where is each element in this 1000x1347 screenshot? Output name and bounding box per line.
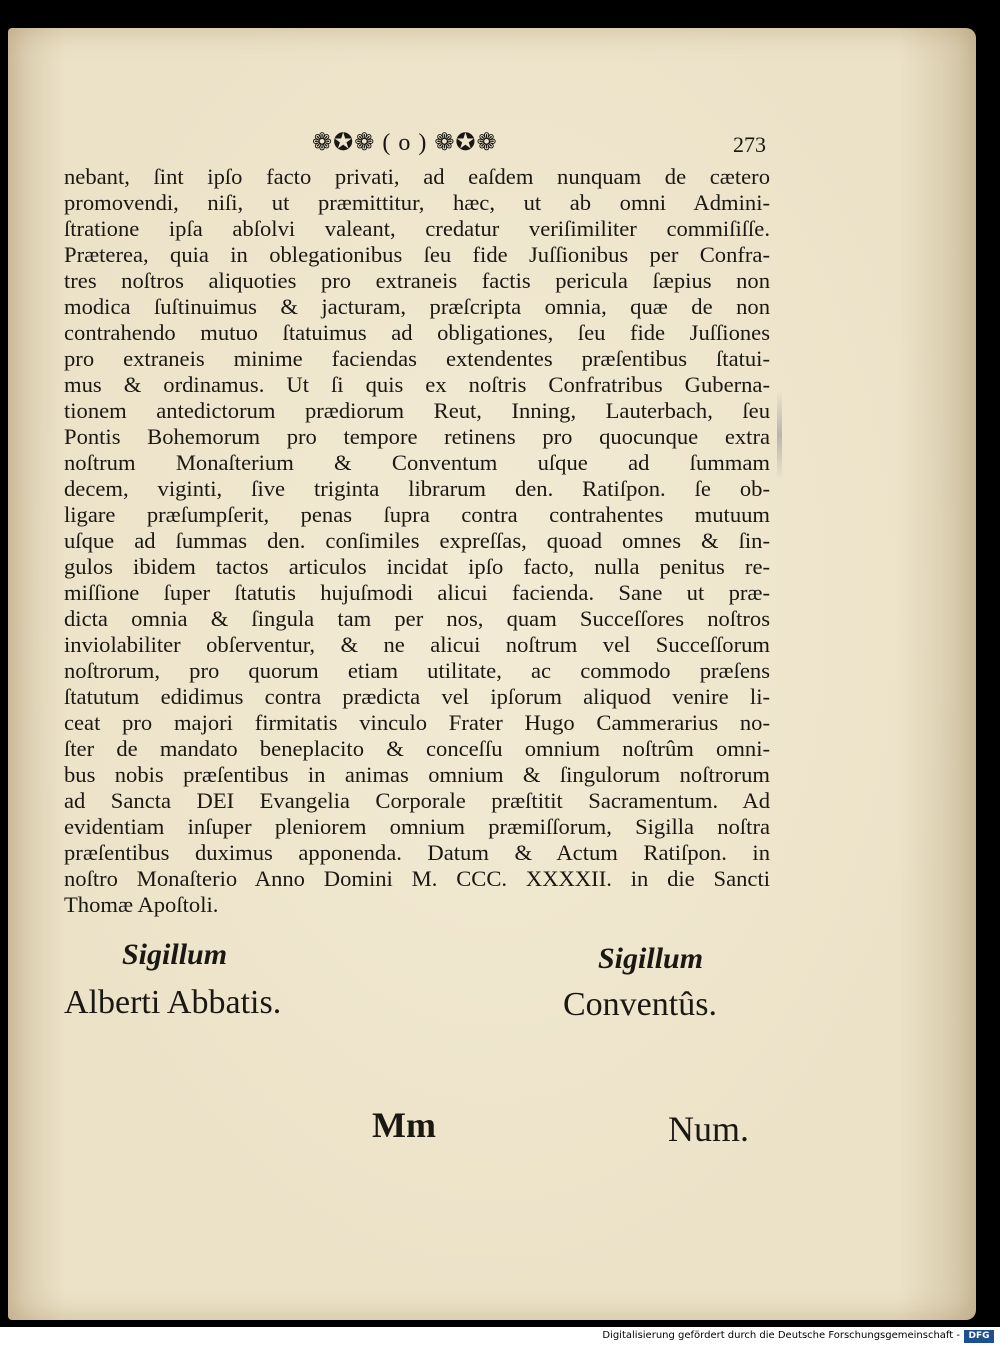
- text-line: noſtro Monaſterio Anno Domini M. CCC. XXXXII. in die Sancti: [64, 866, 770, 891]
- text-line: modica ſuſtinuimus & jacturam, præſcripta omnia, quæ de non: [64, 294, 770, 319]
- text-line: Pontis Bohemorum pro tempore retinens pro quocunque extra: [64, 424, 770, 449]
- text-line: ceat pro majori firmitatis vinculo Frater Hugo Cammerarius no-: [64, 710, 770, 735]
- page-header: [0, 128, 1000, 164]
- footer-credit: Digitalisierung gefördert durch die Deutsche Forschungsgemeinschaft -: [602, 1330, 960, 1341]
- text-line: noſtrorum, pro quorum etiam utilitate, ac commodo præſens: [64, 658, 770, 683]
- page-edge-mark: [777, 390, 782, 480]
- signature-mark: Mm: [372, 1105, 436, 1145]
- text-line: decem, viginti, ſive triginta librarum den. Ratiſpon. ſe ob-: [64, 476, 770, 501]
- seal-name-left: Alberti Abbatis.: [64, 984, 282, 1021]
- dfg-logo: DFG: [964, 1330, 994, 1343]
- page-number: 273: [733, 132, 766, 157]
- text-line: Thomæ Apoſtoli.: [64, 892, 219, 917]
- text-line: miſſione ſuper ſtatutis hujuſmodi alicui facienda. Sane ut præ-: [64, 580, 770, 605]
- seal-label-left: Sigillum: [122, 938, 228, 971]
- footer-bar: [0, 1327, 1000, 1347]
- text-line: tionem antedictorum prædiorum Reut, Inning, Lauterbach, ſeu: [64, 398, 770, 423]
- text-line: inviolabiliter obſerventur, & ne alicui noſtrum vel Succeſſorum: [64, 632, 770, 657]
- text-line: pro extraneis minime faciendas extendentes præſentibus ſtatui-: [64, 346, 770, 371]
- text-line: ſter de mandato beneplacito & conceſſu omnium noſtrûm omni-: [64, 736, 770, 761]
- text-line: uſque ad ſummas den. conſimiles expreſſas, quoad omnes & ſin-: [64, 528, 770, 553]
- text-line: tres noſtros aliquoties pro extraneis factis pericula ſæpius non: [64, 268, 770, 293]
- text-line: ad Sancta DEI Evangelia Corporale præſtitit Sacramentum. Ad: [64, 788, 770, 813]
- catchword: Num.: [668, 1109, 749, 1149]
- text-line: Præterea, quia in oblegationibus ſeu fide Juſſionibus per Confra-: [64, 242, 770, 267]
- text-line: ſtratione ipſa abſolvi valeant, credatur veriſimiliter commiſiſſe.: [64, 216, 770, 241]
- text-line: noſtrum Monaſterium & Conventum uſque ad ſummam: [64, 450, 770, 475]
- body-text: [64, 164, 770, 918]
- seal-name-right: Conventûs.: [563, 986, 717, 1023]
- text-line: contrahendo mutuo ſtatuimus ad obligationes, ſeu fide Juſſiones: [64, 320, 770, 345]
- text-line: præſentibus duximus apponenda. Datum & Actum Ratiſpon. in: [64, 840, 770, 865]
- text-line: bus nobis præſentibus in animas omnium & ſingulorum noſtrorum: [64, 762, 770, 787]
- text-line: mus & ordinamus. Ut ſi quis ex noſtris Confratribus Guberna-: [64, 372, 770, 397]
- text-line: ſtatutum edidimus contra prædicta vel ipſorum aliquod venire li-: [64, 684, 770, 709]
- text-line: nebant, ſint ipſo facto privati, ad eaſdem nunquam de cætero: [64, 164, 770, 189]
- seal-label-right: Sigillum: [598, 942, 704, 975]
- text-line: dicta omnia & ſingula tam per nos, quam Succeſſores noſtros: [64, 606, 770, 631]
- text-line: gulos ibidem tactos articulos incidat ipſo facto, nulla penitus re-: [64, 554, 770, 579]
- text-line: promovendi, niſi, ut præmittitur, hæc, ut ab omni Admini-: [64, 190, 770, 215]
- header-ornament: ❁✪❁ ( o ) ❁✪❁: [312, 130, 498, 156]
- text-line: evidentiam inſuper pleniorem omnium præmiſſorum, Sigilla noſtra: [64, 814, 770, 839]
- text-line: ligare præſumpſerit, penas ſupra contra contrahentes mutuum: [64, 502, 770, 527]
